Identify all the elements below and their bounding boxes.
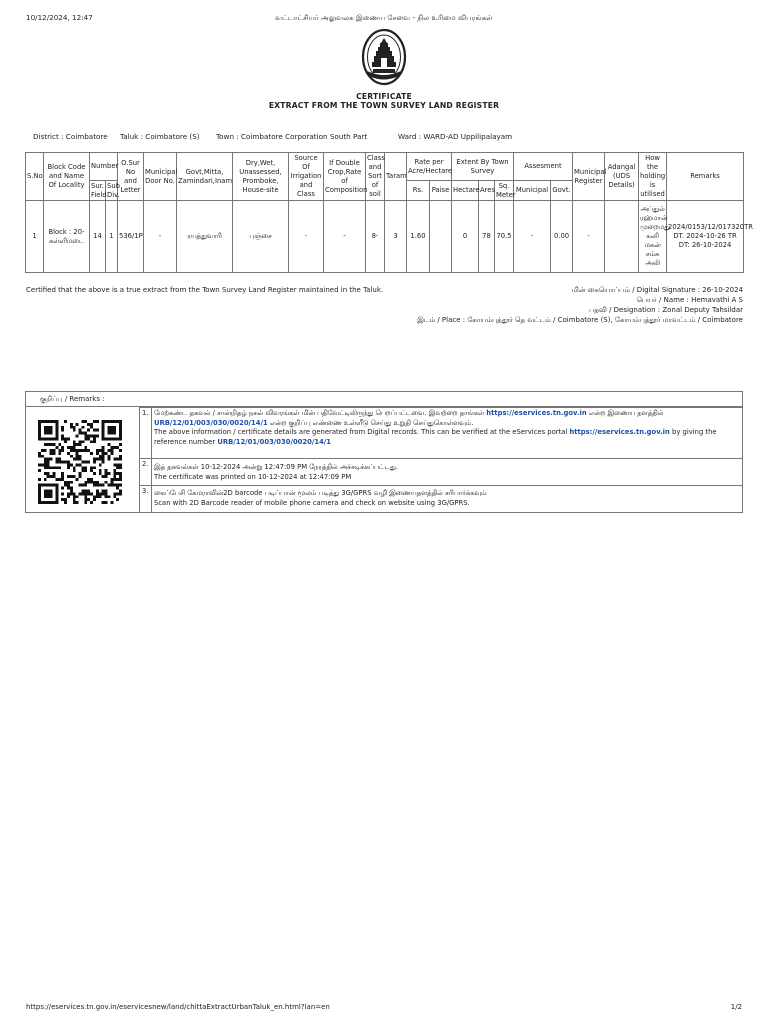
signatory-name: பெயர் / Name : Hemavathi A S [636, 296, 743, 304]
cell-taram: 3 [385, 201, 407, 273]
cell-remarks: 2024/0153/12/017320TR DT. 2024-10-26 TR DT: 26-10-2024 [667, 201, 744, 273]
header-rate: Rate per Acre/Hectare [407, 153, 452, 181]
cell-govt: ரயத்துவாரி [177, 201, 233, 273]
header-municipal-register: Municipal Register [573, 153, 605, 201]
cell-sub-div: 1 [106, 201, 118, 273]
remark-note-2 [139, 458, 743, 486]
remarks-heading: குறிப்பு / Remarks : [26, 392, 742, 407]
qr-code-icon [38, 420, 122, 504]
cell-ares: 78 [479, 201, 495, 273]
cell-paise [430, 201, 452, 273]
header-rs: Rs. [407, 181, 430, 201]
tamil-nadu-emblem-icon [361, 27, 407, 87]
remark-text [154, 463, 738, 482]
remark-text-ta-b: என்ற இணைய தளத்தில் [586, 409, 664, 417]
header-holding: How the holding is utilised [639, 153, 667, 201]
cell-adangal [605, 201, 639, 273]
certified-statement: Certified that the above is a true extract from the Town Survey Land Register maintained in the Taluk. [26, 286, 384, 294]
header-adangal: Adangal (UDS Details) [605, 153, 639, 201]
cell-dry: புஞ்சை [233, 201, 289, 273]
cell-municipal: - [514, 201, 551, 273]
reference-number: URB/12/01/003/030/0020/14/1 [217, 437, 332, 446]
cell-sqmeter: 70.5 [495, 201, 514, 273]
header-source: Source Of Irrigation and Class [289, 153, 324, 201]
certificate-subtitle: EXTRACT FROM THE TOWN SURVEY LAND REGISTER [268, 101, 500, 110]
remark-text-ta-c: என்ற குறிப்பு எண்ணை உள்ளீடு செய்து உறுதி செய்துகொள்ளவும். [267, 418, 474, 427]
header-block: Block Code and Name Of Locality [44, 153, 90, 201]
remark-text-en: Scan with 2D Barcode reader of mobile phone camera and check on website using 3G/GPRS. [154, 498, 470, 507]
remark-text-ta: கைப்பேசி கேமராவின்2D barcode படிப்பான் மூலம் படித்து 3G/GPRS வழி இணையதளத்தில் சரிபார்க்கவும் [154, 489, 487, 497]
eservices-link[interactable]: https://eservices.tn.gov.in [569, 428, 670, 436]
cell-sno: 1 [26, 201, 44, 273]
town-label: Town : Coimbatore Corporation South Part [216, 132, 368, 141]
header-taram: Taram [385, 153, 407, 201]
header-sno: S.No [26, 153, 44, 201]
header-paise: Paise [430, 181, 452, 201]
cell-rs: 1.60 [407, 201, 430, 273]
certificate-title: CERTIFICATE [356, 92, 412, 101]
cell-block: Block : 20-கள்ளிமடை [44, 201, 90, 273]
remark-text [154, 409, 738, 447]
cell-sur-field: 14 [90, 201, 106, 273]
eservices-link[interactable]: https://eservices.tn.gov.in [486, 409, 587, 417]
header-dry: Dry,Wet, Unassessed, Promboke, House-site [233, 153, 289, 201]
print-title: வட்டாட்சியர் அலுவலக இணைய சேவை - நில உரிமை விபரங்கள் [275, 13, 493, 22]
header-sur-field: Sur. Field [91, 181, 107, 199]
header-door: Municipal Door No. [144, 153, 177, 201]
remarks-box [25, 391, 743, 513]
header-hectare: Hectare [452, 181, 479, 201]
signatory-designation: பதவி / Designation : Zonal Deputy Tahsildar [589, 306, 743, 314]
cell-register: - [573, 201, 605, 273]
header-govt-col: Govt. [551, 181, 573, 201]
remark-note-3 [139, 485, 743, 513]
header-ares: Ares [479, 181, 495, 201]
remark-number: 1. [140, 408, 152, 458]
land-register-table [25, 152, 753, 273]
remark-number: 2. [140, 459, 152, 485]
remark-note-1 [139, 407, 743, 459]
signatory-place: இடம் / Place : கோயம்புத்தூர் தெ வட்டம் / Coimbatore (S), கோயம்புத்தூர் மாவட்டம் / Coimbatore [417, 316, 743, 324]
remark-text-en-a: The above information / certificate details are generated from Digital records. This can be verified at the eServices portal [154, 428, 570, 436]
cell-hectare: 0 [452, 201, 479, 273]
header-govt: Govt,Mitta, Zamindari,Inam [177, 153, 233, 201]
header-remarks: Remarks [667, 153, 744, 201]
remark-text [154, 489, 738, 508]
header-sub-div: Sub Div. [107, 181, 120, 199]
cell-osur: 536/1P [118, 201, 144, 273]
header-municipal: Municipal [514, 181, 551, 201]
table-header-row [26, 153, 744, 181]
header-assessment: Assesment [514, 153, 573, 181]
footer-url: https://eservices.tn.gov.in/eservicesnew/land/chittaExtractUrbanTaluk_en.html?lan=en [26, 1003, 330, 1011]
remark-text-ta-a: மேற்கண்ட தகவல் / சான்றிதழ் நகல் விவரங்கள் மின் பதிவேட்டிலிருந்து பெறப்பட்டவை. இவற்றை தாங்கள் [154, 409, 487, 417]
remark-number: 3. [140, 486, 152, 512]
cell-door: - [144, 201, 177, 273]
print-header [26, 13, 742, 23]
district-label: District : Coimbatore [33, 132, 108, 141]
header-extent: Extent By Town Survey [452, 153, 514, 181]
taluk-label: Taluk : Coimbatore (S) [120, 132, 200, 141]
digital-signature: மின் கையொப்பம் / Digital Signature : 26-10-2024 [571, 286, 743, 294]
cell-source: - [289, 201, 324, 273]
header-class: Class and Sort of soil [366, 153, 385, 201]
ward-label: Ward : WARD-AD Uppilipalayam [398, 132, 513, 141]
header-number: Number [90, 153, 118, 181]
page-number: 1/2 [730, 1003, 742, 1011]
cell-holding: அப்துல் ரஹ்மான் முறைமது கனி மகன் சம்சு அலி [639, 201, 667, 273]
remark-text-en-b: by giving the reference number [154, 428, 717, 446]
cell-double-crop: - [324, 201, 366, 273]
cell-class: 8- [366, 201, 385, 273]
cell-govt-col: 0.00 [551, 201, 573, 273]
header-double-crop: If Double Crop,Rate of Composition [324, 153, 366, 201]
print-datetime: 10/12/2024, 12:47 [26, 13, 93, 22]
reference-number: URB/12/01/003/030/0020/14/1 [154, 418, 268, 427]
header-osur: O.Sur No and Letter [118, 153, 144, 201]
remark-text-ta: இத் தகவல்கள் 10-12-2024 அன்று 12:47:09 PM நேரத்தில் அச்சடிக்கப்பட்டது. [154, 463, 398, 471]
remark-text-en: The certificate was printed on 10-12-2024 at 12:47:09 PM [154, 472, 352, 481]
table-row [26, 201, 744, 273]
header-sqmeter: Sq. Meter [496, 181, 516, 199]
